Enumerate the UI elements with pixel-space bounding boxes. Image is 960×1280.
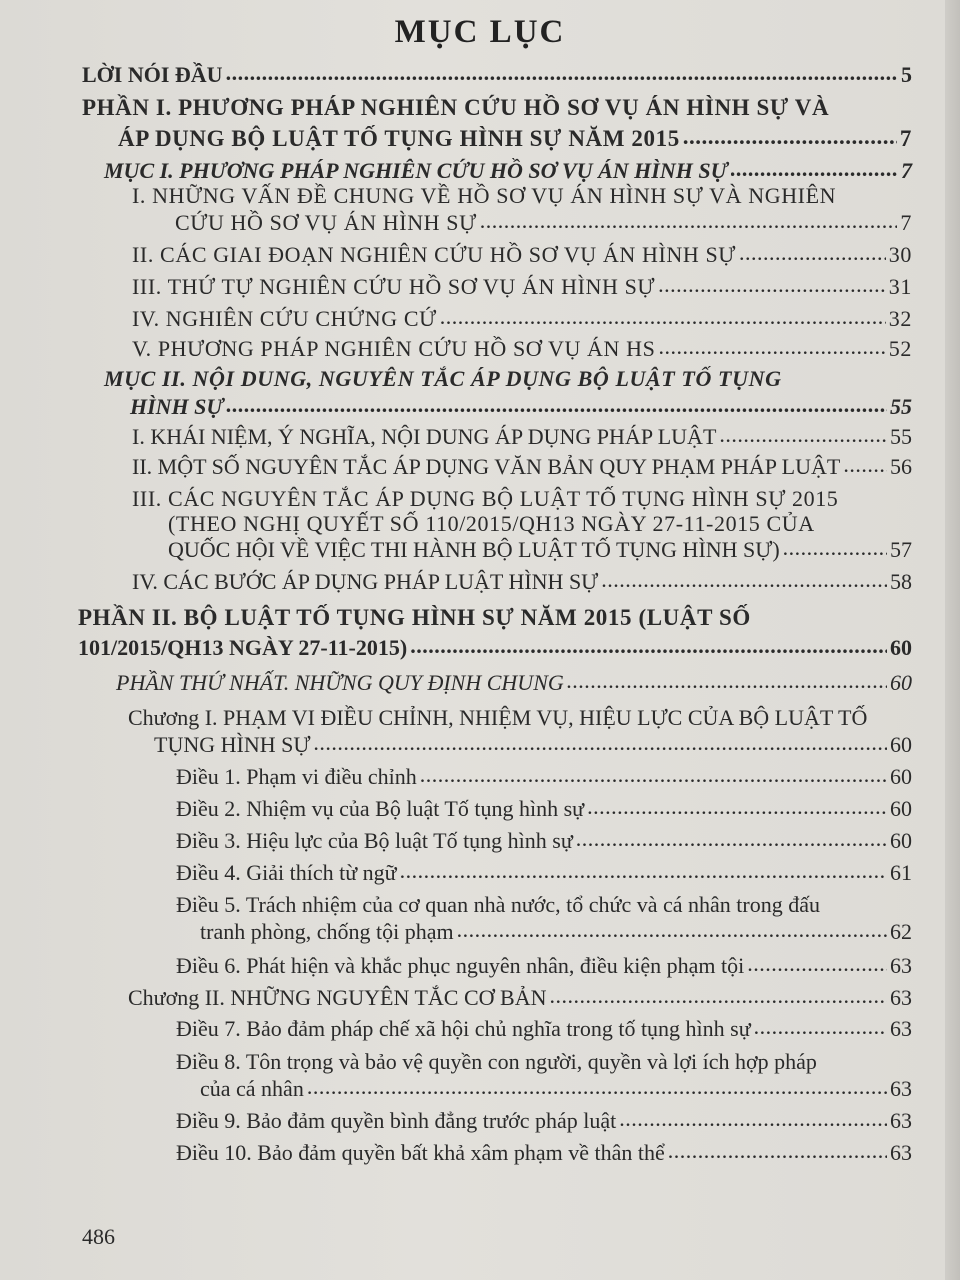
toc-entry-muc1-ii: II. CÁC GIAI ĐOẠN NGHIÊN CỨU HỒ SƠ VỤ ÁN HÌNH SỰ ..... 30 <box>132 242 912 268</box>
toc-entry-muc2-i: I. KHÁI NIỆM, Ý NGHĨA, NỘI DUNG ÁP DỤNG PHÁP LUẬT ..... 55 <box>132 424 912 450</box>
toc-entry-muc1-v: V. PHƯƠNG PHÁP NGHIÊN CỨU HỒ SƠ VỤ ÁN HS ..... 52 <box>132 336 912 362</box>
toc-entry-muc1: MỤC I. PHƯƠNG PHÁP NGHIÊN CỨU HỒ SƠ VỤ ÁN HÌNH SỰ ..... 7 <box>104 158 912 184</box>
toc-entry-chapter1: TỤNG HÌNH SỰ ..... 60 <box>154 732 912 758</box>
toc-entry-dieu6: Điều 6. Phát hiện và khắc phục nguyên nhân, điều kiện phạm tội ..... 63 <box>176 953 912 979</box>
toc-entry-dieu8: của cá nhân ..... 63 <box>200 1076 912 1102</box>
page-number: 486 <box>82 1224 115 1249</box>
toc-entry-muc1-i-line1: I. NHỮNG VẤN ĐỀ CHUNG VỀ HỒ SƠ VỤ ÁN HÌNH SỰ VÀ NGHIÊN <box>132 183 837 208</box>
toc-entry-muc2-iii-line2: (THEO NGHỊ QUYẾT SỐ 110/2015/QH13 NGÀY 27-11-2015 CỦA <box>168 511 815 536</box>
toc-entry-dieu5-line1: Điều 5. Trách nhiệm của cơ quan nhà nước, tổ chức và cá nhân trong đấu <box>176 892 820 917</box>
toc-entry-dieu7: Điều 7. Bảo đảm pháp chế xã hội chủ nghĩa trong tố tụng hình sự ..... 63 <box>176 1016 912 1042</box>
toc-entry-muc2-iii: QUỐC HỘI VỀ VIỆC THI HÀNH BỘ LUẬT TỐ TỤNG HÌNH SỰ) ..... 57 <box>168 537 912 563</box>
toc-entry-part-first: PHẦN THỨ NHẤT. NHỮNG QUY ĐỊNH CHUNG ..... 60 <box>116 670 912 696</box>
toc-entry-dieu3: Điều 3. Hiệu lực của Bộ luật Tố tụng hình sự ..... 60 <box>176 828 912 854</box>
toc-entry-dieu1: Điều 1. Phạm vi điều chỉnh ..... 60 <box>176 764 912 790</box>
toc-entry-chapter1-line1: Chương I. PHẠM VI ĐIỀU CHỈNH, NHIỆM VỤ, HIỆU LỰC CỦA BỘ LUẬT TỐ <box>128 705 868 730</box>
book-spine <box>945 0 960 1280</box>
toc-entry-part2-line1: PHẦN II. BỘ LUẬT TỐ TỤNG HÌNH SỰ NĂM 2015 (LUẬT SỐ <box>78 605 751 630</box>
toc-entry-muc1-iii: III. THỨ TỰ NGHIÊN CỨU HỒ SƠ VỤ ÁN HÌNH SỰ ..... 31 <box>132 274 912 300</box>
toc-entry-dieu10: Điều 10. Bảo đảm quyền bất khả xâm phạm về thân thể ..... 63 <box>176 1140 912 1166</box>
toc-entry-muc2: HÌNH SỰ ..... 55 <box>130 394 912 420</box>
toc-entry-muc1-i: CỨU HỒ SƠ VỤ ÁN HÌNH SỰ ..... 7 <box>175 210 912 236</box>
toc-entry-dieu9: Điều 9. Bảo đảm quyền bình đẳng trước pháp luật ..... 63 <box>176 1108 912 1134</box>
toc-entry-dieu2: Điều 2. Nhiệm vụ của Bộ luật Tố tụng hình sự ..... 60 <box>176 796 912 822</box>
toc-entry-dieu5: tranh phòng, chống tội phạm ..... 62 <box>200 919 912 945</box>
toc-entry-part1-line1: PHẦN I. PHƯƠNG PHÁP NGHIÊN CỨU HỒ SƠ VỤ ÁN HÌNH SỰ VÀ <box>82 95 830 120</box>
toc-entry-muc2-iii-line1: III. CÁC NGUYÊN TẮC ÁP DỤNG BỘ LUẬT TỐ TỤNG HÌNH SỰ 2015 <box>132 486 839 511</box>
toc-entry-preface: LỜI NÓI ĐẦU ..... 5 <box>82 62 912 88</box>
toc-entry-chapter2: Chương II. NHỮNG NGUYÊN TẮC CƠ BẢN ..... 63 <box>128 985 912 1011</box>
toc-entry-part2: 101/2015/QH13 NGÀY 27-11-2015) ..... 60 <box>78 635 912 661</box>
toc-entry-muc2-line1: MỤC II. NỘI DUNG, NGUYÊN TẮC ÁP DỤNG BỘ LUẬT TỐ TỤNG <box>104 366 782 391</box>
toc-entry-muc2-ii: II. MỘT SỐ NGUYÊN TẮC ÁP DỤNG VĂN BẢN QUY PHẠM PHÁP LUẬT ..... 56 <box>132 454 912 480</box>
page-title: MỤC LỤC <box>394 14 566 50</box>
toc-entry-dieu8-line1: Điều 8. Tôn trọng và bảo vệ quyền con người, quyền và lợi ích hợp pháp <box>176 1049 817 1074</box>
toc-entry-muc1-iv: IV. NGHIÊN CỨU CHỨNG CỨ ..... 32 <box>132 306 912 332</box>
toc-entry-dieu4: Điều 4. Giải thích từ ngữ ..... 61 <box>176 860 912 886</box>
toc-entry-muc2-iv: IV. CÁC BƯỚC ÁP DỤNG PHÁP LUẬT HÌNH SỰ ..... 58 <box>132 569 912 595</box>
toc-entry-part1: ÁP DỤNG BỘ LUẬT TỐ TỤNG HÌNH SỰ NĂM 2015 ..... 7 <box>118 126 912 152</box>
